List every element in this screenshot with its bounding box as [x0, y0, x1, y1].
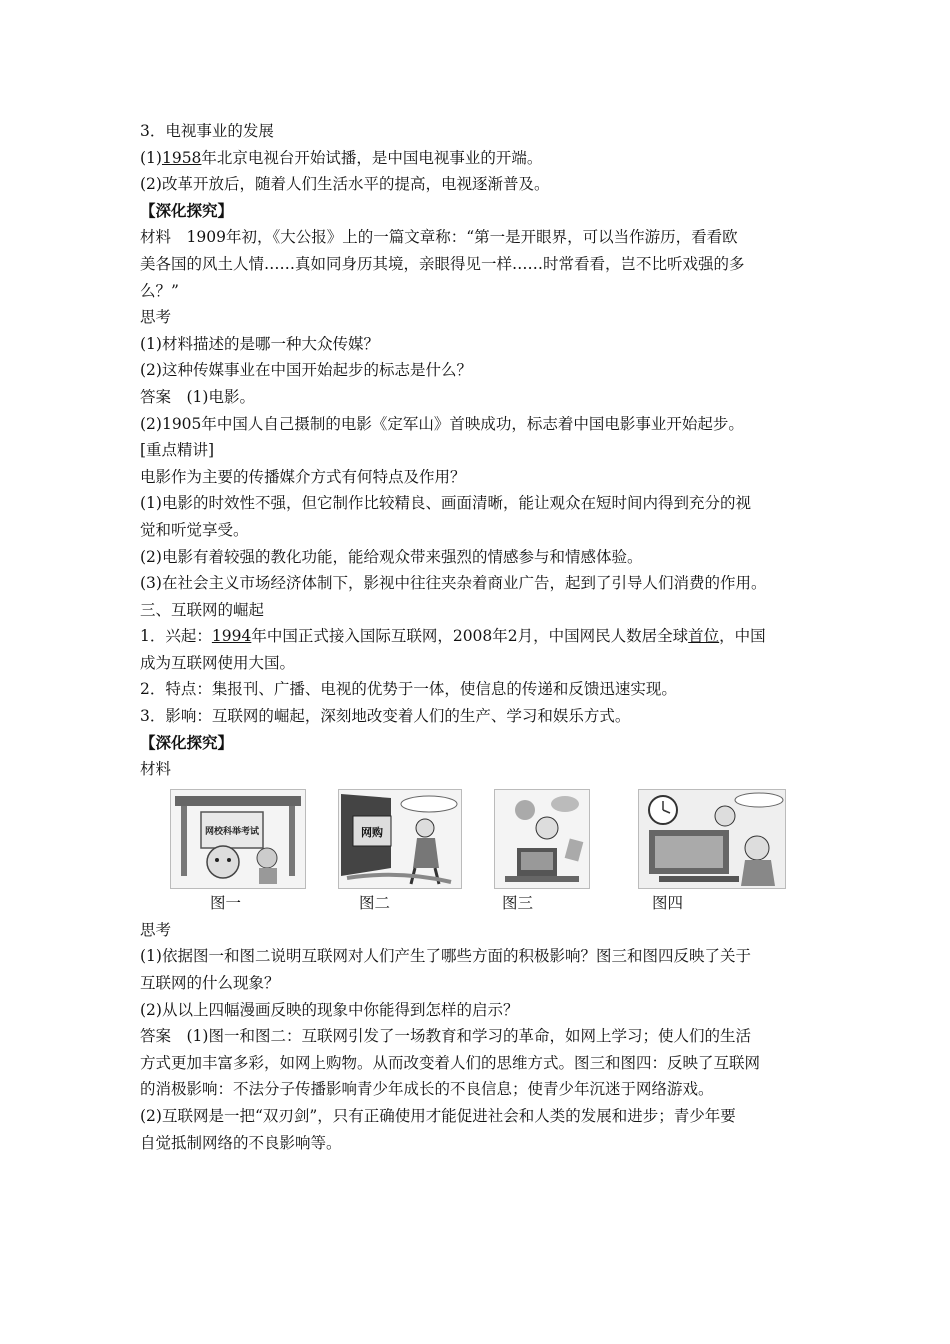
- text-line: [140, 198, 820, 225]
- text-line: [140, 1130, 820, 1157]
- text-segment: 思考: [140, 308, 172, 327]
- text-block-lower: [140, 917, 820, 1156]
- text-segment: 年北京电视台开始试播，是中国电视事业的开端。: [201, 148, 543, 167]
- text-line: [140, 650, 820, 677]
- text-line: [140, 756, 820, 783]
- text-line: [140, 224, 820, 251]
- text-segment: 【深化探究】: [140, 732, 234, 752]
- text-segment: (1): [140, 148, 162, 167]
- figure-3-bad-information-cartoon: [494, 789, 590, 889]
- text-segment: 3．影响：互联网的崛起，深刻地改变着人们的生产、学习和娱乐方式。: [140, 707, 631, 726]
- text-line: [140, 145, 820, 172]
- text-segment: 自觉抵制网络的不良影响等。: [140, 1133, 342, 1152]
- figure-2-online-shopping-cartoon: [338, 789, 462, 889]
- text-segment: (2)1905年中国人自己摄制的电影《定军山》首映成功，标志着中国电影事业开始起步。: [140, 414, 744, 433]
- text-segment: 觉和听觉享受。: [140, 520, 249, 539]
- text-line: [140, 943, 820, 970]
- svg-text:网购: 网购: [361, 825, 383, 839]
- text-segment: 电影作为主要的传播媒介方式有何特点及作用？: [140, 467, 466, 486]
- text-segment: 美各国的风土人情……真如同身历其境，亲眼得见一样……时常看看，岂不比听戏强的多: [140, 254, 745, 273]
- svg-text:网校科举考试: 网校科举考试: [204, 826, 260, 837]
- text-line: [140, 437, 820, 464]
- text-block-upper: [140, 118, 820, 783]
- document-page: [140, 118, 820, 1156]
- figure-2-caption: 图二: [359, 893, 391, 912]
- text-line: [140, 917, 820, 944]
- text-segment: 2．特点：集报刊、广播、电视的优势于一体，使信息的传递和反馈迅速实现。: [140, 680, 677, 699]
- text-line: [140, 251, 820, 278]
- text-segment: 材料 1909年初，《大公报》上的一篇文章称：“第一是开眼界，可以当作游历，看看欧: [140, 228, 738, 247]
- text-segment: (2)从以上四幅漫画反映的现象中你能得到怎样的启示？: [140, 1000, 519, 1019]
- text-line: [140, 597, 820, 624]
- text-segment: 么？”: [140, 281, 179, 300]
- text-segment: 年中国正式接入国际互联网，2008年2月，中国网民人数居全球: [251, 627, 689, 646]
- text-segment: (2)改革开放后，随着人们生活水平的提高，电视逐渐普及。: [140, 175, 550, 194]
- text-line: [140, 623, 820, 650]
- text-line: [140, 703, 820, 730]
- text-segment: 三、互联网的崛起: [140, 600, 265, 619]
- figure-3-caption: 图三: [502, 893, 534, 912]
- text-segment: 方式更加丰富多彩，如网上购物。从而改变着人们的思维方式。图三和图四：反映了互联网: [140, 1053, 761, 1072]
- text-line: [140, 278, 820, 305]
- text-line: [140, 490, 820, 517]
- underlined-text: 首位: [688, 627, 720, 646]
- text-segment: 答案 (1)图一和图二：互联网引发了一场教育和学习的革命，如网上学习；使人们的生活: [140, 1027, 751, 1046]
- text-line: [140, 544, 820, 571]
- text-segment: (2)电影有着较强的教化功能，能给观众带来强烈的情感参与和情感体验。: [140, 547, 643, 566]
- text-segment: (3)在社会主义市场经济体制下，影视中往往夹杂着商业广告，起到了引导人们消费的作用。: [140, 574, 767, 593]
- text-line: [140, 676, 820, 703]
- text-line: [140, 464, 820, 491]
- text-segment: [重点精讲]: [140, 441, 215, 460]
- figure-1-caption: 图一: [210, 893, 242, 912]
- text-line: [140, 171, 820, 198]
- text-segment: (1)依据图一和图二说明互联网对人们产生了哪些方面的积极影响？图三和图四反映了关于: [140, 947, 751, 966]
- text-line: [140, 1023, 820, 1050]
- text-segment: (2)这种传媒事业在中国开始起步的标志是什么？: [140, 361, 472, 380]
- text-line: [140, 517, 820, 544]
- text-line: [140, 570, 820, 597]
- text-segment: 成为互联网使用大国。: [140, 653, 296, 672]
- underlined-text: 1994: [211, 627, 252, 646]
- text-line: [140, 331, 820, 358]
- text-line: [140, 411, 820, 438]
- figure-1-online-exam-cartoon: [170, 789, 306, 889]
- text-line: [140, 970, 820, 997]
- text-segment: 思考: [140, 920, 172, 939]
- figure-4-internet-addiction-cartoon: [638, 789, 786, 889]
- text-line: [140, 997, 820, 1024]
- text-line: [140, 118, 820, 145]
- text-segment: (1)电影的时效性不强，但它制作比较精良、画面清晰，能让观众在短时间内得到充分的视: [140, 494, 751, 513]
- cartoon-figures: [140, 787, 820, 917]
- text-segment: (1)材料描述的是哪一种大众传媒？: [140, 334, 379, 353]
- text-line: [140, 357, 820, 384]
- text-segment: 材料: [140, 760, 172, 779]
- text-segment: ，中国: [719, 627, 766, 646]
- text-line: [140, 384, 820, 411]
- text-line: [140, 1076, 820, 1103]
- text-segment: 互联网的什么现象？: [140, 974, 280, 993]
- text-segment: 1．兴起：: [140, 627, 212, 646]
- text-line: [140, 304, 820, 331]
- underlined-text: 1958: [161, 148, 202, 167]
- text-line: [140, 1050, 820, 1077]
- text-segment: 【深化探究】: [140, 200, 234, 220]
- text-segment: 3．电视事业的发展: [140, 122, 274, 140]
- text-line: [140, 1103, 820, 1130]
- text-segment: 的消极影响：不法分子传播影响青少年成长的不良信息；使青少年沉迷于网络游戏。: [140, 1080, 714, 1099]
- text-line: [140, 730, 820, 757]
- text-segment: (2)互联网是一把“双刃剑”，只有正确使用才能促进社会和人类的发展和进步；青少年要: [140, 1107, 736, 1125]
- figure-4-caption: 图四: [652, 893, 684, 912]
- text-segment: 答案 (1)电影。: [140, 387, 255, 406]
